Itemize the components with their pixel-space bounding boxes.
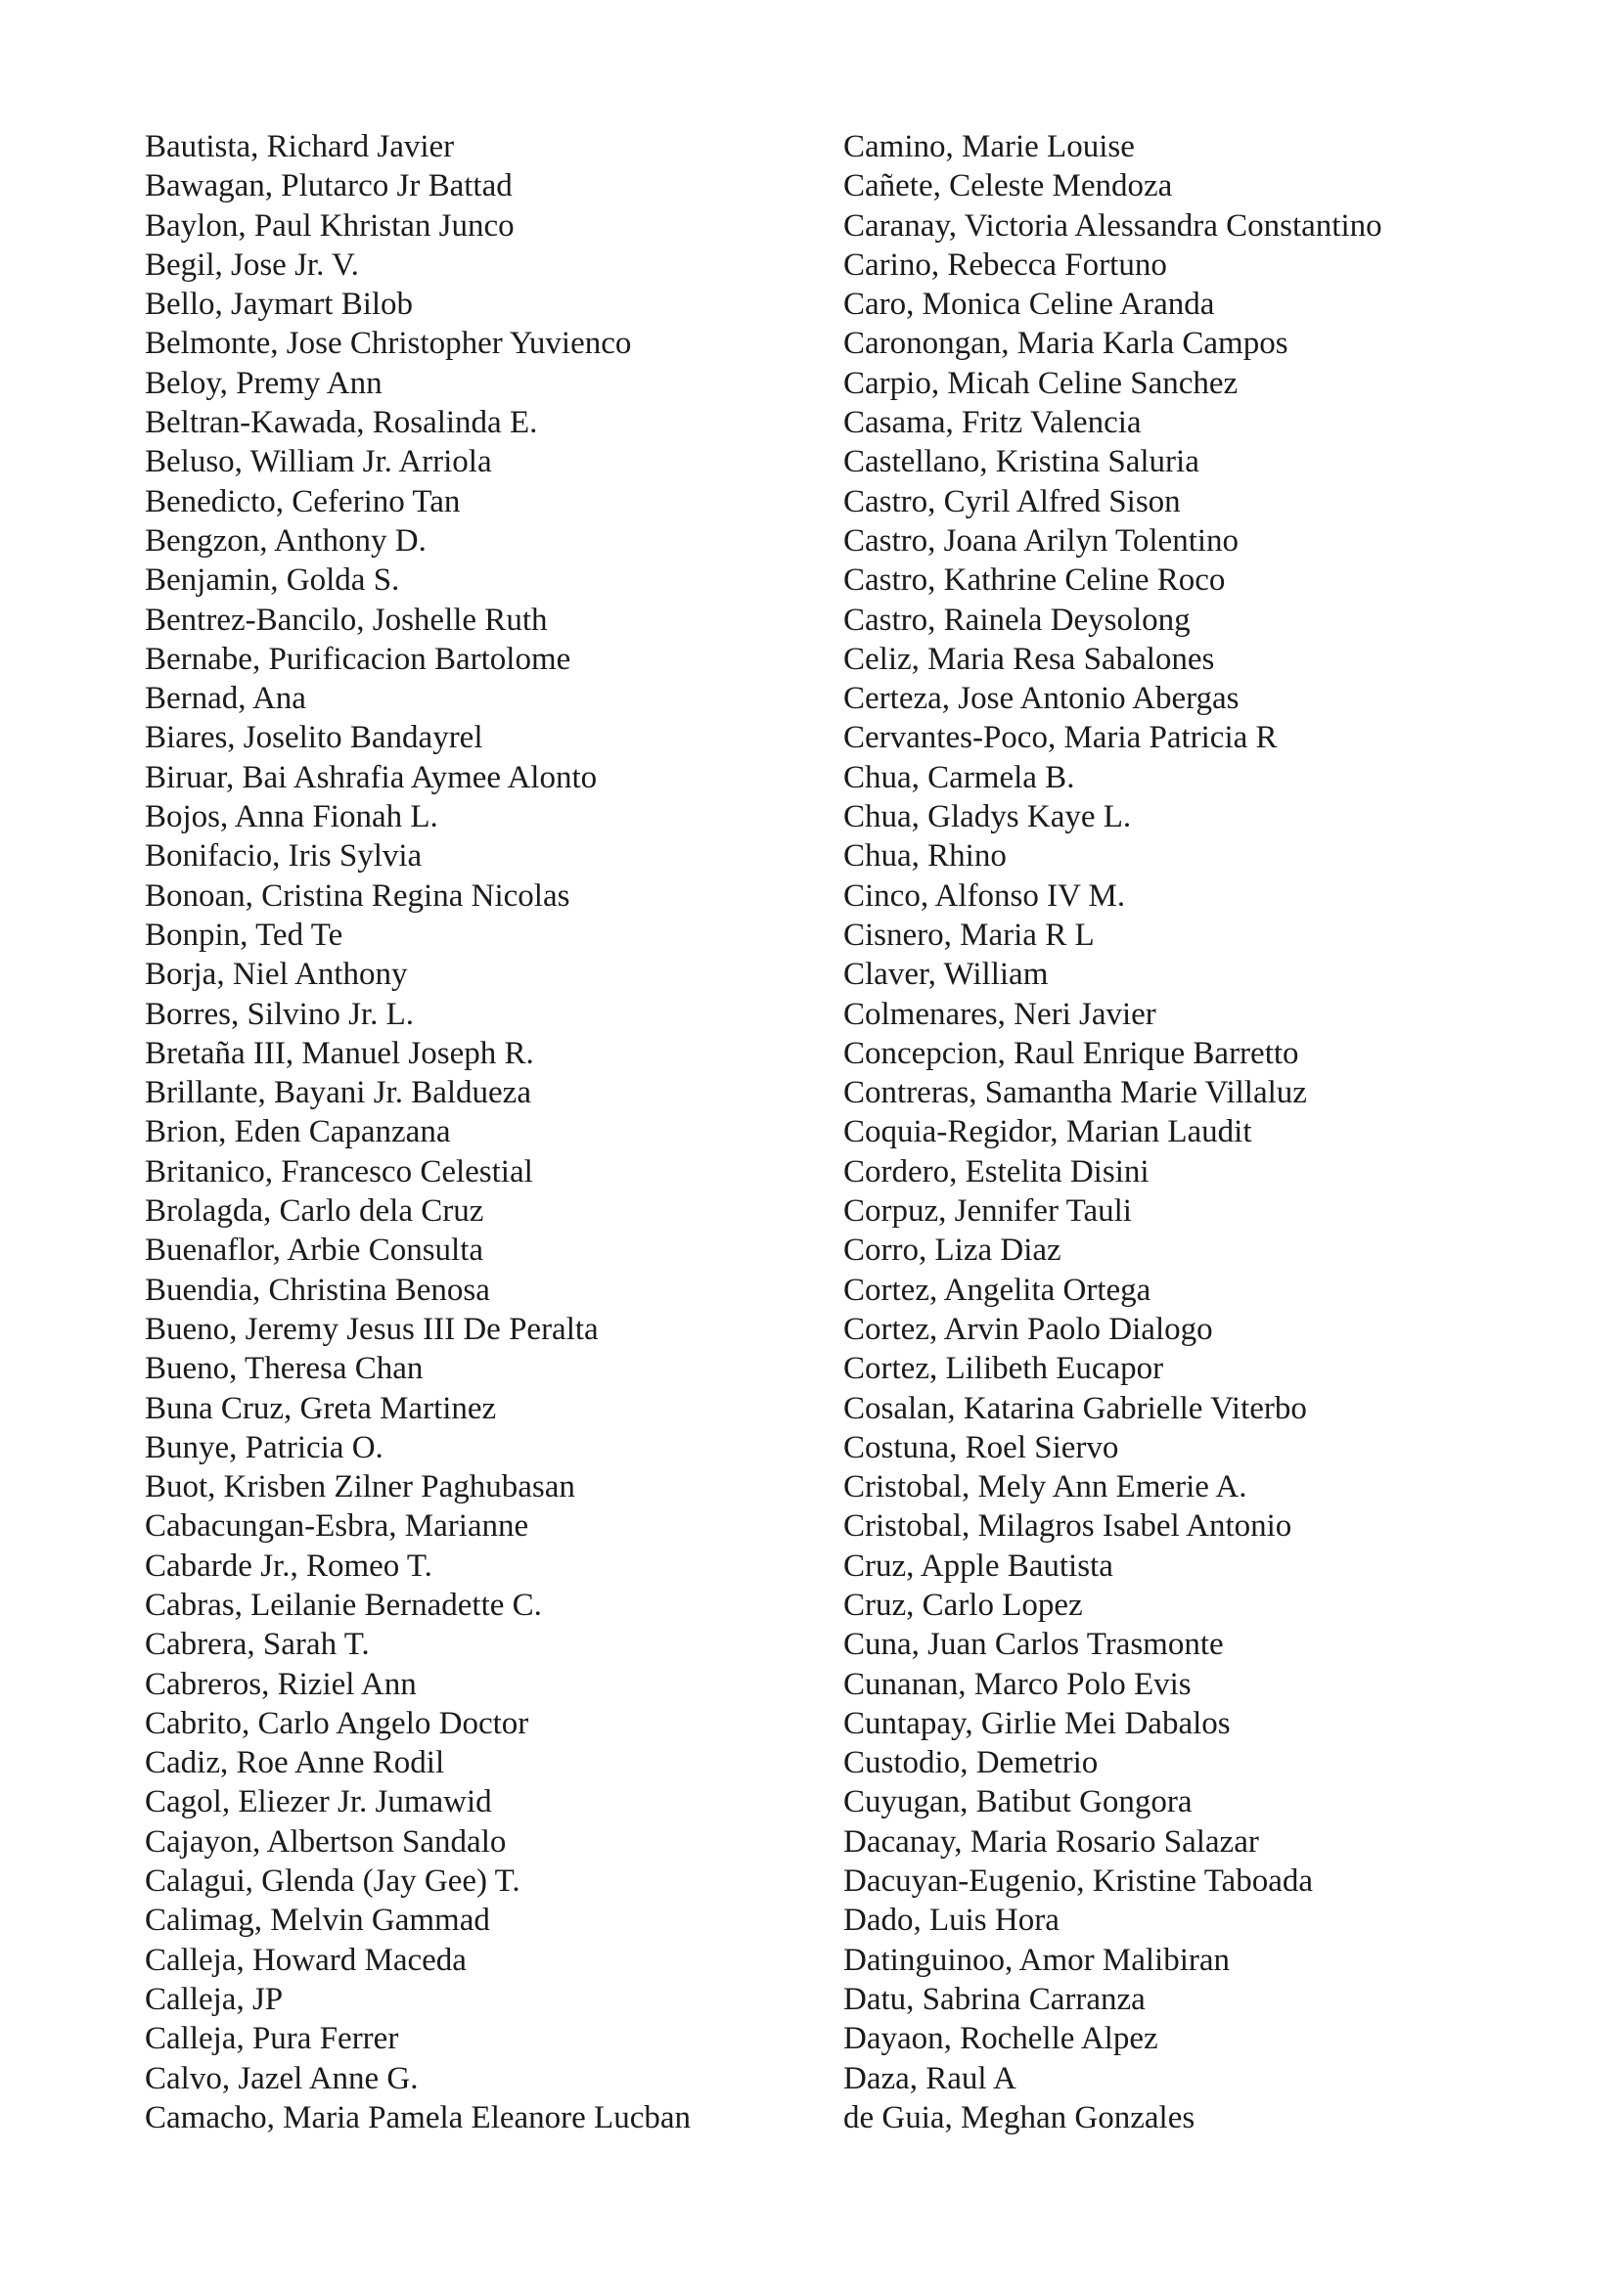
list-item: Belmonte, Jose Christopher Yuvienco: [145, 326, 632, 362]
list-item: Cuna, Juan Carlos Trasmonte: [843, 1627, 1224, 1663]
list-item: Caro, Monica Celine Aranda: [843, 287, 1215, 323]
list-item: Bonpin, Ted Te: [145, 917, 343, 953]
name-list-column-right: [843, 127, 1548, 2137]
list-item: Chua, Gladys Kaye L.: [843, 799, 1132, 835]
list-item: Brion, Eden Capanzana: [145, 1114, 451, 1150]
list-item: Bernabe, Purificacion Bartolome: [145, 641, 571, 677]
list-item: Dacuyan-Eugenio, Kristine Taboada: [843, 1863, 1313, 1900]
list-item: Colmenares, Neri Javier: [843, 996, 1156, 1032]
list-item: Calleja, Pura Ferrer: [145, 2021, 399, 2057]
list-item: Cuyugan, Batibut Gongora: [843, 1784, 1193, 1820]
list-item: Cosalan, Katarina Gabrielle Viterbo: [843, 1390, 1307, 1426]
list-item: Bernad, Ana: [145, 681, 306, 717]
list-item: Bretaña III, Manuel Joseph R.: [145, 1035, 534, 1071]
list-item: Castro, Kathrine Celine Roco: [843, 562, 1226, 599]
list-item: Custodio, Demetrio: [843, 1745, 1099, 1781]
list-item: Castellano, Kristina Saluria: [843, 444, 1199, 480]
list-item: Buendia, Christina Benosa: [145, 1272, 490, 1308]
list-item: Claver, William: [843, 957, 1049, 993]
list-item: Cinco, Alfonso IV M.: [843, 877, 1126, 914]
list-item: Borja, Niel Anthony: [145, 957, 408, 993]
list-item: Cruz, Apple Bautista: [843, 1548, 1113, 1584]
list-item: Biares, Joselito Bandayrel: [145, 720, 483, 756]
list-item: Bonoan, Cristina Regina Nicolas: [145, 877, 570, 914]
list-item: Beltran-Kawada, Rosalinda E.: [145, 405, 538, 441]
list-item: Bengzon, Anthony D.: [145, 522, 427, 559]
list-item: Cadiz, Roe Anne Rodil: [145, 1745, 445, 1781]
list-item: Cristobal, Milagros Isabel Antonio: [843, 1508, 1292, 1545]
list-item: Carino, Rebecca Fortuno: [843, 247, 1167, 283]
list-item: Casama, Fritz Valencia: [843, 405, 1142, 441]
list-item: Bentrez-Bancilo, Joshelle Ruth: [145, 602, 548, 638]
name-list-column-left: [145, 127, 849, 2137]
list-item: Datu, Sabrina Carranza: [843, 1981, 1146, 2017]
list-item: Bueno, Jeremy Jesus III De Peralta: [145, 1311, 599, 1347]
list-item: Bonifacio, Iris Sylvia: [145, 838, 423, 875]
list-item: Corpuz, Jennifer Tauli: [843, 1193, 1132, 1230]
list-item: Benjamin, Golda S.: [145, 562, 400, 599]
list-item: Calleja, Howard Maceda: [145, 1942, 467, 1978]
list-item: Bojos, Anna Fionah L.: [145, 799, 438, 835]
list-item: Camino, Marie Louise: [843, 129, 1135, 164]
list-item: Castro, Joana Arilyn Tolentino: [843, 522, 1240, 559]
list-item: Corro, Liza Diaz: [843, 1233, 1061, 1269]
list-item: Cabarde Jr., Romeo T.: [145, 1548, 432, 1584]
list-item: Dayaon, Rochelle Alpez: [843, 2021, 1158, 2057]
list-item: Cordero, Estelita Disini: [843, 1153, 1150, 1189]
list-item: Beloy, Premy Ann: [145, 365, 383, 401]
list-item: Chua, Carmela B.: [843, 759, 1075, 795]
list-item: Brillante, Bayani Jr. Baldueza: [145, 1075, 531, 1111]
list-item: Certeza, Jose Antonio Abergas: [843, 681, 1240, 717]
list-item: Cagol, Eliezer Jr. Jumawid: [145, 1784, 492, 1820]
list-item: de Guia, Meghan Gonzales: [843, 2099, 1195, 2135]
list-item: Borres, Silvino Jr. L.: [145, 996, 415, 1032]
list-item: Cortez, Arvin Paolo Dialogo: [843, 1311, 1213, 1347]
list-item: Camacho, Maria Pamela Eleanore Lucban: [145, 2099, 692, 2135]
list-item: Caronongan, Maria Karla Campos: [843, 326, 1288, 362]
list-item: Bautista, Richard Javier: [145, 129, 455, 164]
list-item: Cortez, Lilibeth Eucapor: [843, 1351, 1164, 1387]
list-item: Cabrito, Carlo Angelo Doctor: [145, 1705, 529, 1741]
list-item: Calimag, Melvin Gammad: [145, 1903, 490, 1939]
list-item: Dacanay, Maria Rosario Salazar: [843, 1823, 1259, 1860]
list-item: Britanico, Francesco Celestial: [145, 1153, 533, 1189]
list-item: Caranay, Victoria Alessandra Constantino: [843, 207, 1382, 244]
list-item: Cervantes-Poco, Maria Patricia R: [843, 720, 1278, 756]
list-item: Bunye, Patricia O.: [145, 1429, 383, 1465]
list-item: Cunanan, Marco Polo Evis: [843, 1666, 1192, 1702]
list-item: Celiz, Maria Resa Sabalones: [843, 641, 1215, 677]
list-item: Cabacungan-Esbra, Marianne: [145, 1508, 529, 1545]
list-item: Cabras, Leilanie Bernadette C.: [145, 1587, 542, 1623]
list-item: Calagui, Glenda (Jay Gee) T.: [145, 1863, 520, 1900]
list-item: Bueno, Theresa Chan: [145, 1351, 424, 1387]
list-item: Baylon, Paul Khristan Junco: [145, 207, 515, 244]
list-item: Contreras, Samantha Marie Villaluz: [843, 1075, 1307, 1111]
list-item: Chua, Rhino: [843, 838, 1007, 875]
list-item: Bello, Jaymart Bilob: [145, 287, 414, 323]
list-item: Buna Cruz, Greta Martinez: [145, 1390, 497, 1426]
list-item: Cortez, Angelita Ortega: [843, 1272, 1151, 1308]
list-item: Cabreros, Riziel Ann: [145, 1666, 417, 1702]
list-item: Beluso, William Jr. Arriola: [145, 444, 492, 480]
list-item: Daza, Raul A: [843, 2060, 1016, 2096]
list-item: Carpio, Micah Celine Sanchez: [843, 365, 1239, 401]
list-item: Buot, Krisben Zilner Paghubasan: [145, 1469, 575, 1505]
list-item: Castro, Cyril Alfred Sison: [843, 483, 1181, 519]
list-item: Datinguinoo, Amor Malibiran: [843, 1942, 1231, 1978]
list-item: Cuntapay, Girlie Mei Dabalos: [843, 1705, 1231, 1741]
list-item: Cajayon, Albertson Sandalo: [145, 1823, 507, 1860]
list-item: Cruz, Carlo Lopez: [843, 1587, 1083, 1623]
list-item: Calvo, Jazel Anne G.: [145, 2060, 419, 2096]
list-item: Costuna, Roel Siervo: [843, 1429, 1119, 1465]
list-item: Begil, Jose Jr. V.: [145, 247, 359, 283]
list-item: Cisnero, Maria R L: [843, 917, 1095, 953]
list-item: Bawagan, Plutarco Jr Battad: [145, 168, 513, 204]
list-item: Cabrera, Sarah T.: [145, 1627, 370, 1663]
list-item: Brolagda, Carlo dela Cruz: [145, 1193, 484, 1230]
list-item: Biruar, Bai Ashrafia Aymee Alonto: [145, 759, 598, 795]
list-item: Concepcion, Raul Enrique Barretto: [843, 1035, 1299, 1071]
list-item: Castro, Rainela Deysolong: [843, 602, 1191, 638]
list-item: Benedicto, Ceferino Tan: [145, 483, 461, 519]
list-item: Dado, Luis Hora: [843, 1903, 1060, 1939]
list-item: Cristobal, Mely Ann Emerie A.: [843, 1469, 1247, 1505]
list-item: Cañete, Celeste Mendoza: [843, 168, 1173, 204]
list-item: Calleja, JP: [145, 1981, 284, 2017]
list-item: Coquia-Regidor, Marian Laudit: [843, 1114, 1252, 1150]
list-item: Buenaflor, Arbie Consulta: [145, 1233, 484, 1269]
